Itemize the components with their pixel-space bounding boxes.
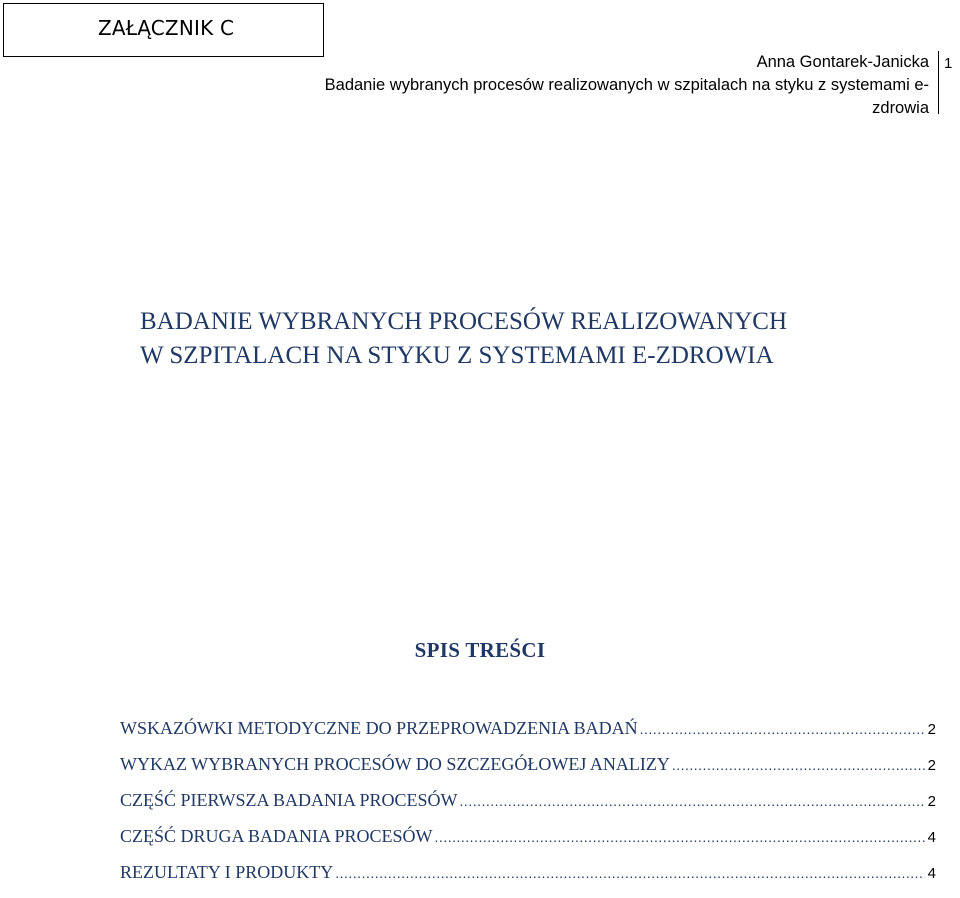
toc-entry[interactable] [120,790,936,826]
toc-entry[interactable] [120,862,936,898]
toc-heading: SPIS TREŚCI [414,638,546,662]
toc-leader-dots [460,793,925,809]
running-header [209,51,929,120]
toc-entry-page[interactable]: 4 [927,865,936,882]
toc-leader-dots [640,721,925,737]
toc-entry-title[interactable]: CZĘŚĆ DRUGA BADANIA PROCESÓW [120,826,433,846]
header-title-line1: Badanie wybranych procesów realizowanych w szpitalach na styku z systemami e- [324,76,929,94]
document-title [140,305,940,373]
toc-leader-dots [335,865,924,881]
toc-entry-title[interactable]: WYKAZ WYBRANYCH PROCESÓW DO SZCZEGÓŁOWEJ ANALIZY [120,754,670,774]
header-author: Anna Gontarek-Janicka [756,53,929,71]
annex-label: ZAŁĄCZNIK C [98,16,235,40]
toc-entry-page[interactable]: 2 [927,721,936,738]
toc-entry-page[interactable]: 4 [927,829,936,846]
toc-entry[interactable] [120,718,936,754]
toc-entry[interactable] [120,826,936,862]
document-title-line1: BADANIE WYBRANYCH PROCESÓW REALIZOWANYCH [140,308,787,335]
toc-leader-dots [435,829,925,845]
toc-entry-title[interactable]: WSKAZÓWKI METODYCZNE DO PRZEPROWADZENIA BADAŃ [120,718,638,738]
document-title-line2: W SZPITALACH NA STYKU Z SYSTEMAMI E-ZDROWIA [140,342,774,369]
page-number: 1 [944,55,953,72]
table-of-contents [120,718,936,898]
toc-entry-title[interactable]: REZULTATY I PRODUKTY [120,862,334,882]
toc-entry[interactable] [120,754,936,790]
annex-label-box [3,3,324,57]
toc-entry-page[interactable]: 2 [927,757,936,774]
header-divider [938,51,939,114]
toc-leader-dots [672,757,925,773]
toc-entry-page[interactable]: 2 [927,793,936,810]
toc-entry-title[interactable]: CZĘŚĆ PIERWSZA BADANIA PROCESÓW [120,790,458,810]
header-title-line2: zdrowia [872,99,929,117]
